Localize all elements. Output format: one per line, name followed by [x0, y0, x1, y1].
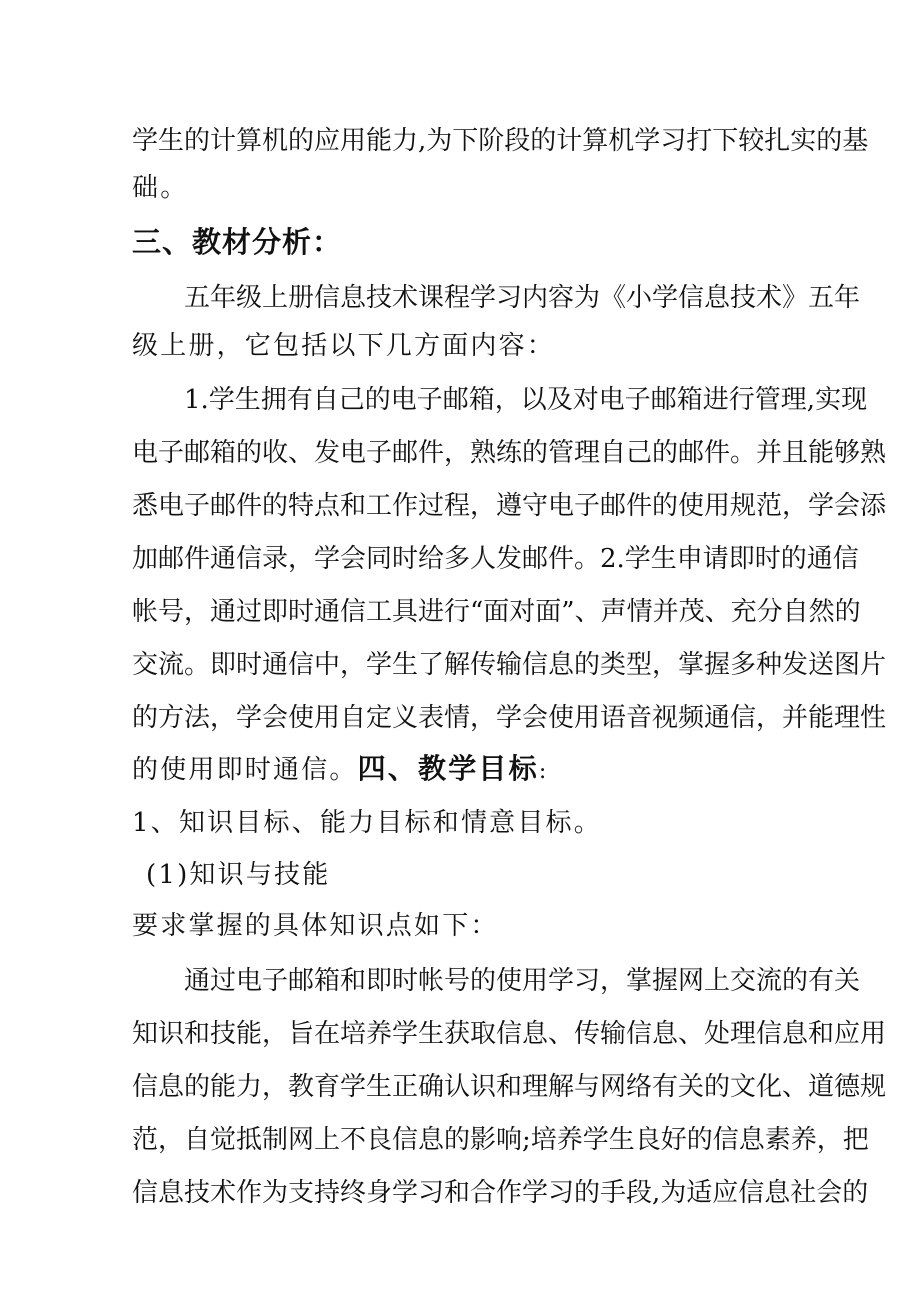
- section-3-para2-line4: 加邮件通信录，学会同时给多人发邮件。2.学生申请即时的通信: [132, 544, 859, 574]
- section-3-para2-line5: 帐号，通过即时通信工具进行“面对面”、声情并茂、充分自然的: [132, 597, 861, 627]
- section-3-para1-line2: 级上册，它包括以下几方面内容：: [132, 331, 556, 361]
- section-3-para2-line1: 1.学生拥有自己的电子邮箱，以及对电子邮箱进行管理,实现: [184, 385, 868, 415]
- section-3-para2-line7: 的方法，学会使用自定义表情，学会使用语音视频通信，并能理性: [132, 703, 887, 733]
- section-3-para2-last-line: [132, 749, 792, 789]
- section-4-item-1: 1、知识目标、能力目标和情意目标。: [132, 808, 602, 838]
- section-3-para2-last-text: 的使用即时通信。: [132, 755, 358, 785]
- section-3-heading: 三、教材分析：: [132, 225, 343, 259]
- section-3-para2-line2: 电子邮箱的收、发电子邮件，熟练的管理自己的邮件。并且能够熟: [132, 438, 887, 468]
- section-4-para-line4: 范，自觉抵制网上不良信息的影响;培养学生良好的信息素养，把: [132, 1125, 869, 1155]
- section-4-heading-colon: :: [538, 759, 549, 784]
- continuation-line-2: 础。: [132, 173, 189, 203]
- section-3-para2-line6: 交流。即时通信中，学生了解传输信息的类型，掌握多种发送图片: [132, 650, 887, 680]
- section-4-para-line2: 知识和技能，旨在培养学生获取信息、传输信息、处理信息和应用: [132, 1019, 887, 1049]
- section-3-para2-line3: 悉电子邮件的特点和工作过程，遵守电子邮件的使用规范，学会添: [132, 491, 887, 521]
- section-4-subheading-1: (1)知识与技能: [146, 860, 331, 890]
- section-4-para-line5: 信息技术作为支持终身学习和合作学习的手段,为适应信息社会的: [132, 1178, 869, 1208]
- section-3-para1-line1: 五年级上册信息技术课程学习内容为《小学信息技术》五年: [184, 283, 861, 313]
- section-4-heading: 四、教学目标: [357, 752, 539, 785]
- section-4-requirement: 要求掌握的具体知识点如下：: [132, 911, 499, 941]
- section-4-para-line1: 通过电子邮箱和即时帐号的使用学习，掌握网上交流的有关: [184, 966, 861, 996]
- continuation-line-1: 学生的计算机的应用能力,为下阶段的计算机学习打下较扎实的基: [132, 126, 869, 156]
- section-4-para-line3: 信息的能力，教育学生正确认识和理解与网络有关的文化、道德规: [132, 1072, 887, 1102]
